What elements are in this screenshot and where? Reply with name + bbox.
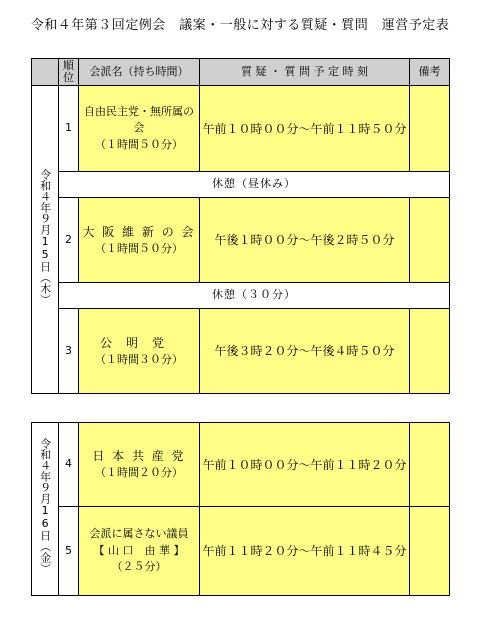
notes-cell: [410, 198, 450, 283]
break-label: 休憩（３０分）: [59, 283, 450, 309]
party-duration: （２５分）: [111, 560, 167, 574]
party-name: 公明党: [99, 335, 178, 350]
table-row: [32, 198, 450, 283]
header-blank: [32, 59, 59, 86]
schedule-table-day1: [31, 58, 450, 394]
party-duration: （１時間５０分）: [95, 137, 183, 151]
time-cell: 午前１０時００分～午前１１時２０分: [200, 423, 410, 507]
break-row: [32, 283, 450, 309]
party-cell: [79, 423, 200, 507]
schedule-table-day2: [31, 422, 450, 596]
notes-cell: [410, 423, 450, 507]
header-time: 質 疑 ・ 質 問 予 定 時 刻: [200, 59, 410, 86]
party-cell: [79, 86, 200, 172]
date-cell-day1: [32, 86, 59, 394]
table-row: [32, 507, 450, 596]
header-party: 会派名（持ち時間）: [79, 59, 200, 86]
date-label: 令和４年９月16日（金）: [38, 438, 52, 575]
date-label: 令和４年９月15日（木）: [38, 168, 52, 305]
rank-cell: 5: [59, 507, 79, 596]
notes-cell: [410, 86, 450, 172]
time-cell: 午前１０時００分～午前１１時５０分: [200, 86, 410, 172]
party-name: 大 阪 維 新 の 会: [82, 224, 196, 239]
header-order: [59, 59, 79, 86]
party-member: 【 山 口 由 華 】: [93, 543, 185, 557]
party-cell: [79, 198, 200, 283]
table-row: [32, 86, 450, 172]
header-notes: 備考: [410, 59, 450, 86]
time-cell: 午後１時００分～午後２時５０分: [200, 198, 410, 283]
break-label: 休憩（昼休み）: [59, 172, 450, 198]
party-duration: （１時間２０分）: [95, 466, 183, 480]
rank-cell: 4: [59, 423, 79, 507]
time-cell: 午後３時２０分～午後４時５０分: [200, 309, 410, 394]
table-row: [32, 423, 450, 507]
time-cell: 午前１１時２０分～午前１１時４５分: [200, 507, 410, 596]
table-row: [32, 309, 450, 394]
notes-cell: [410, 309, 450, 394]
party-duration: （１時間３０分）: [95, 352, 183, 366]
page-title: 令和４年第３回定例会 議案・一般に対する質疑・質問 運営予定表: [30, 18, 450, 33]
rank-cell: 3: [59, 309, 79, 394]
rank-cell: 1: [59, 86, 79, 172]
break-row: [32, 172, 450, 198]
notes-cell: [410, 507, 450, 596]
rank-cell: 2: [59, 198, 79, 283]
party-cell: [79, 507, 200, 596]
party-duration: （１時間５０分）: [95, 241, 183, 255]
party-name: 日 本 共 産 党: [92, 449, 186, 464]
party-name: 会派に属さない議員: [89, 527, 189, 541]
header-order-label: 順位: [63, 58, 74, 84]
header-row: [32, 59, 450, 86]
party-cell: [79, 309, 200, 394]
party-name: 自由民主党・無所属の会: [84, 104, 194, 135]
date-cell-day2: [32, 423, 59, 596]
